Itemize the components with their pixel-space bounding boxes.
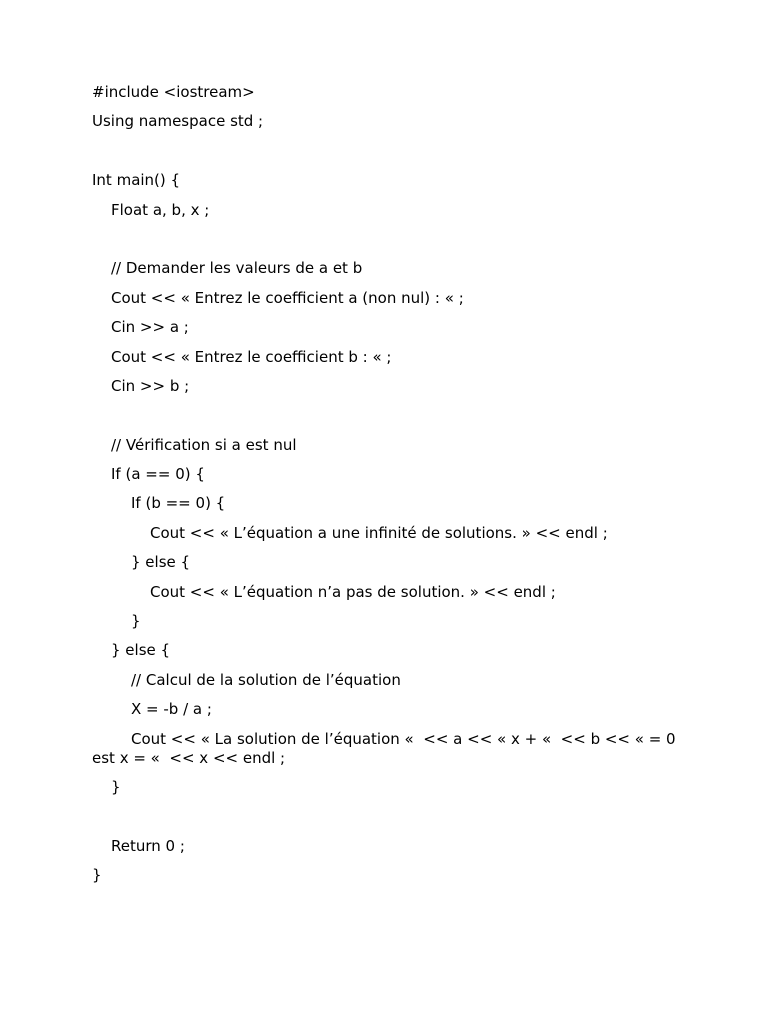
code-comment: // Calcul de la solution de l’équation xyxy=(131,670,401,689)
code-line-wrapped: Cout << « La solution de l’équation « << a << « x + « << b << « = 0 est x = « << x << endl ; xyxy=(92,729,681,767)
code-line: } else { xyxy=(131,553,191,572)
code-listing xyxy=(92,83,681,896)
code-line: } else { xyxy=(111,641,171,660)
code-line: Float a, b, x ; xyxy=(111,200,210,219)
blank-line xyxy=(92,406,678,425)
code-line: Cout << « L’équation a une infinité de solutions. » << endl ; xyxy=(150,523,608,542)
code-line: If (b == 0) { xyxy=(131,494,226,513)
code-line: If (a == 0) { xyxy=(111,465,205,484)
code-line: Using namespace std ; xyxy=(92,112,264,131)
blank-line xyxy=(92,230,678,249)
code-line: Return 0 ; xyxy=(111,836,185,855)
code-line: #include <iostream> xyxy=(92,83,255,101)
code-line: Cout << « L’équation n’a pas de solution. » << endl ; xyxy=(150,582,556,601)
code-line: Cout << « Entrez le coefficient b : « ; xyxy=(111,347,392,366)
code-line: Cin >> a ; xyxy=(111,318,189,337)
code-line: Cin >> b ; xyxy=(111,376,190,395)
code-line: Int main() { xyxy=(92,171,181,190)
code-line: } xyxy=(111,777,121,796)
code-line: X = -b / a ; xyxy=(131,700,212,719)
blank-line xyxy=(92,807,678,826)
code-comment: // Vérification si a est nul xyxy=(111,435,297,454)
code-line: } xyxy=(131,612,141,631)
code-line: } xyxy=(92,866,102,885)
code-line: Cout << « Entrez le coefficient a (non nul) : « ; xyxy=(111,288,464,307)
code-comment: // Demander les valeurs de a et b xyxy=(111,259,363,278)
blank-line xyxy=(92,142,678,161)
